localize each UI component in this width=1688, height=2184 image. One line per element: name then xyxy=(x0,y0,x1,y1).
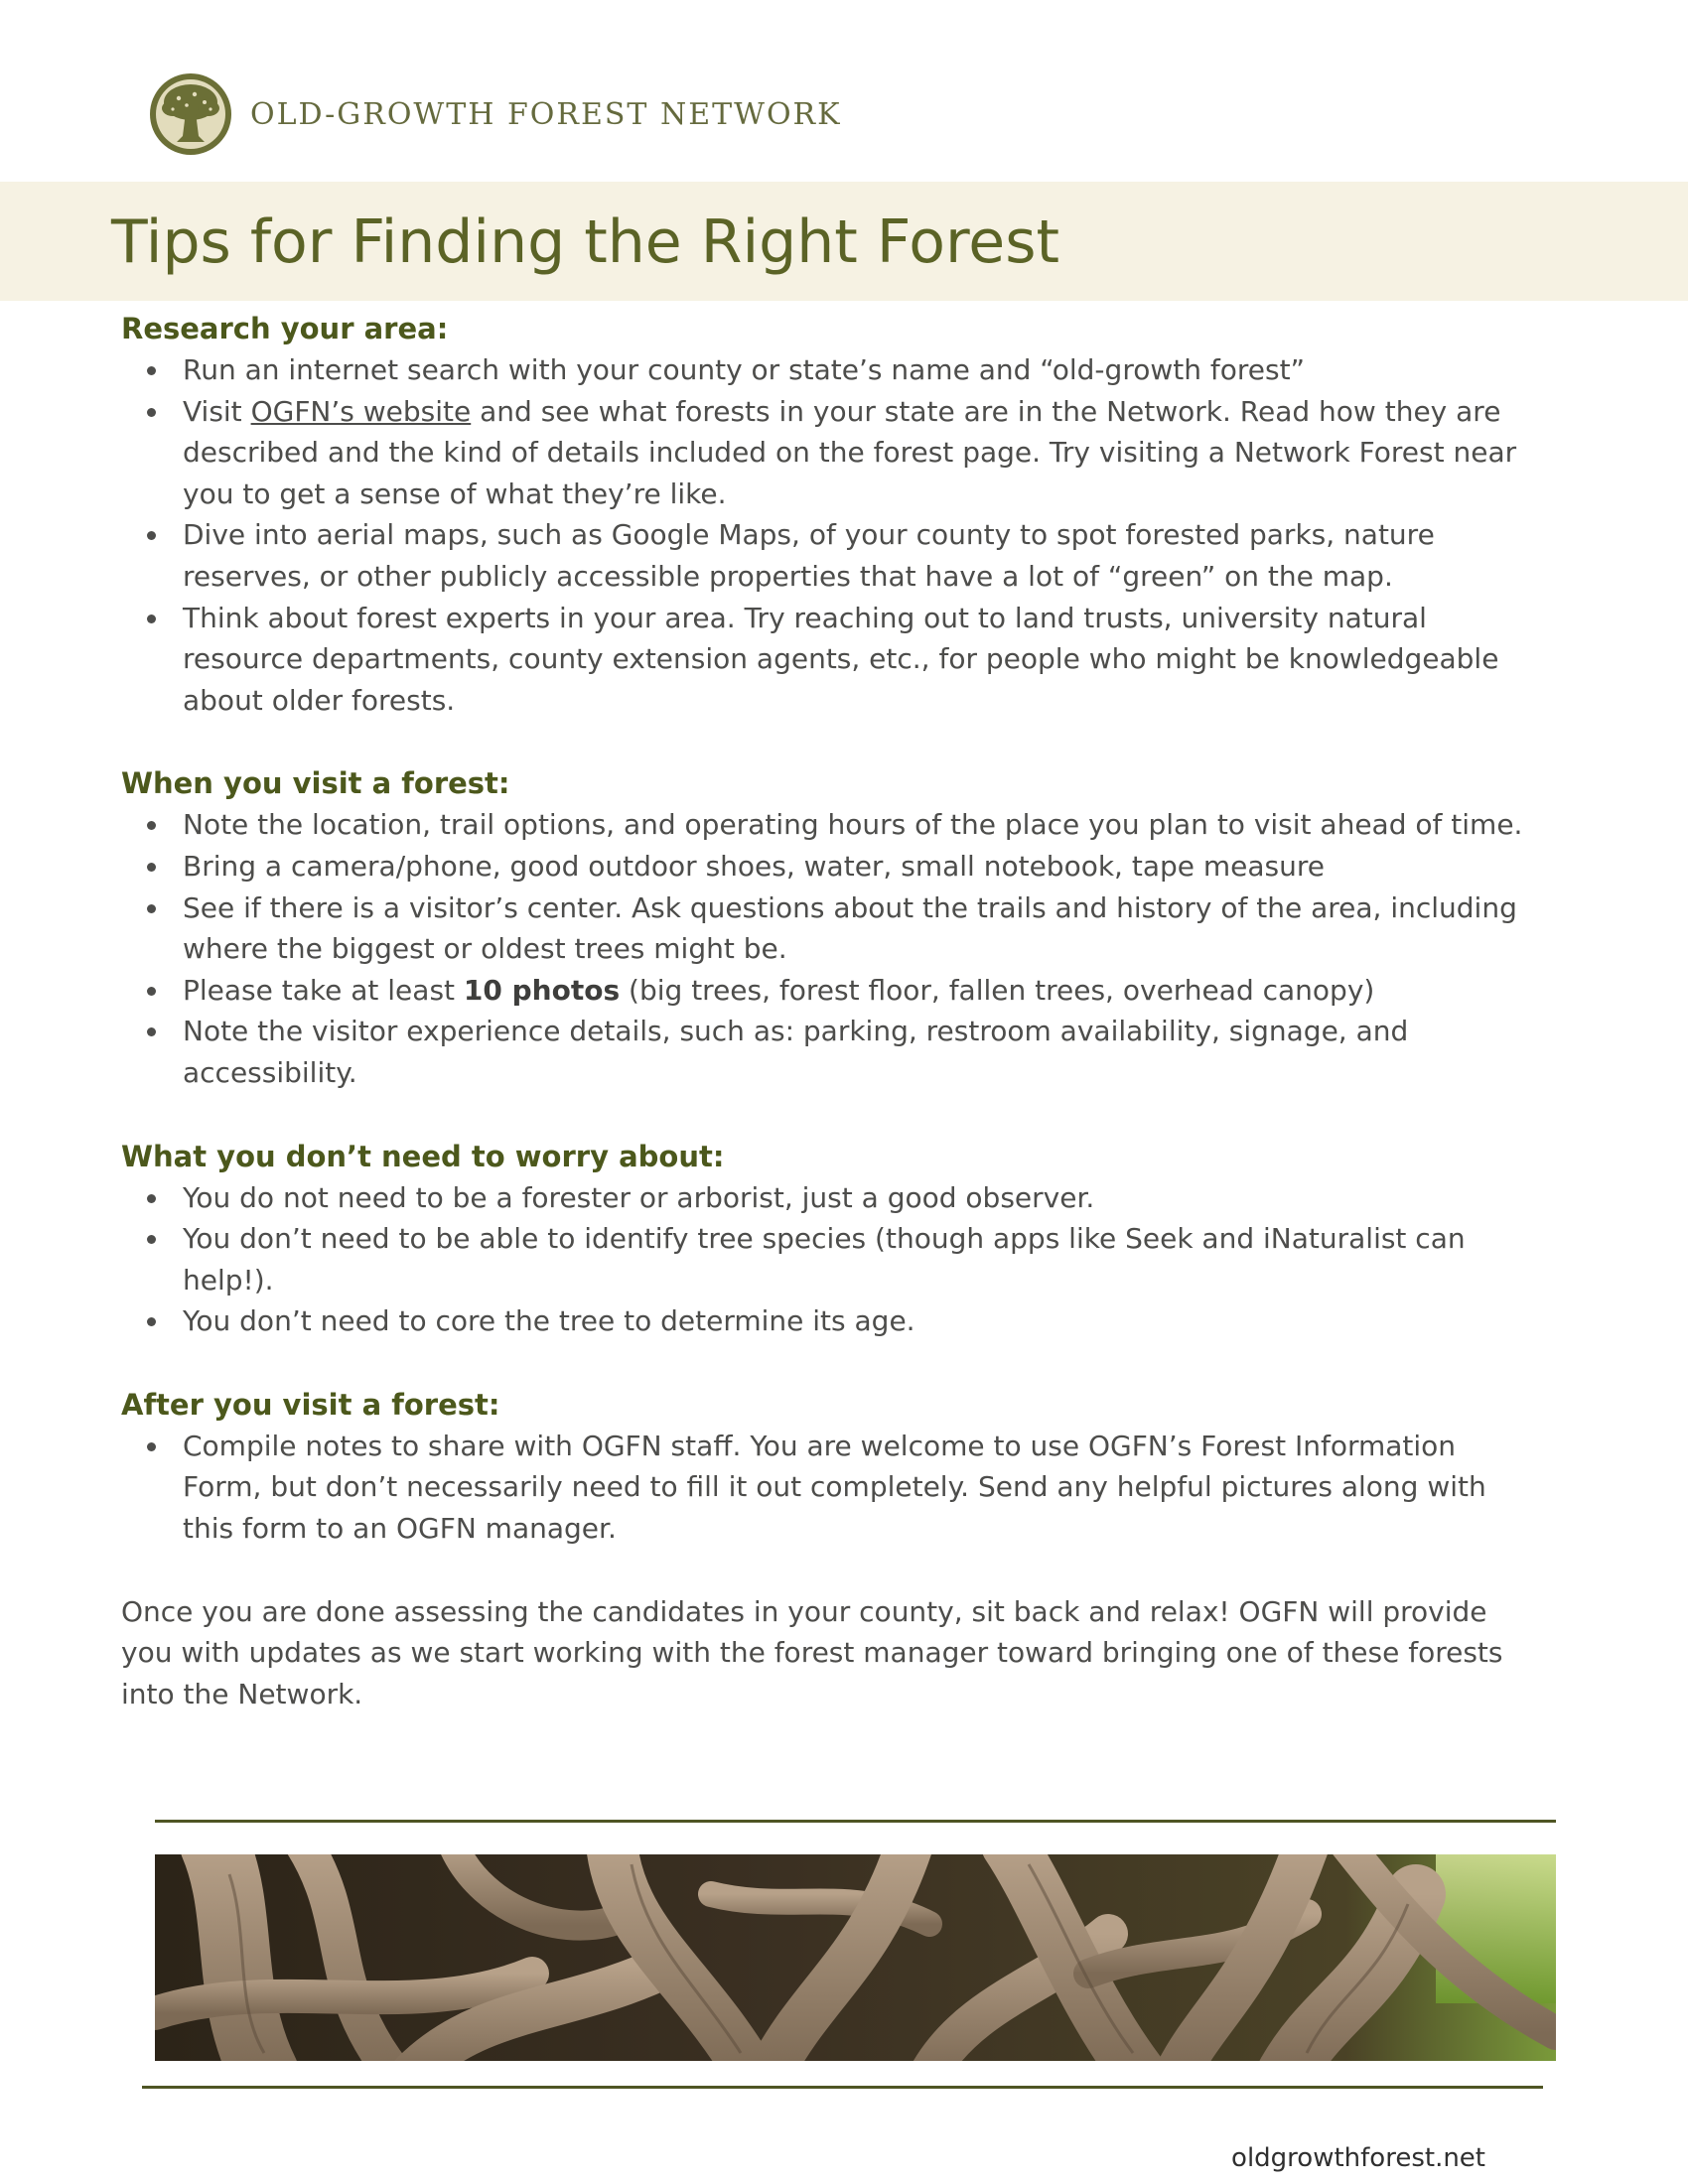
bullet-text: Run an internet search with your county or state’s name and “old-growth forest” xyxy=(183,353,1306,386)
section-heading: When you visit a forest: xyxy=(121,766,510,801)
section-heading: What you don’t need to worry about: xyxy=(121,1139,725,1173)
bullet-text: Compile notes to share with OGFN staff. You are welcome to use OGFN’s Forest Information Form, but don’t necessarily need to fill it out completely. Send any helpful pictures along with this form to an OGFN manager. xyxy=(183,1429,1486,1546)
bullet-item xyxy=(121,846,1531,887)
bullet-text: Bring a camera/phone, good outdoor shoes, water, small notebook, tape measure xyxy=(183,849,1325,883)
content xyxy=(121,308,1531,1714)
bullet-text: See if there is a visitor’s center. Ask questions about the trails and history of the area, including where the biggest or oldest trees might be. xyxy=(183,890,1517,966)
bullet-list xyxy=(121,804,1531,1093)
ogfn-website-link[interactable]: OGFN’s website xyxy=(250,394,472,428)
section-spacer xyxy=(121,1550,1531,1591)
bullet-text: (big trees, forest floor, fallen trees, overhead canopy) xyxy=(620,973,1375,1007)
bullet-list xyxy=(121,1177,1531,1342)
closing-paragraph: Once you are done assessing the candidates in your county, sit back and relax! OGFN will provide you with updates as we start working with the forest manager toward bringing one of these forests into the Network. xyxy=(121,1594,1503,1710)
bullet-text: Note the visitor experience details, such as: parking, restroom availability, signage, and accessibility. xyxy=(183,1015,1409,1089)
bullet-text: Please take at least xyxy=(183,973,464,1007)
bullet-text: You do not need to be a forester or arborist, just a good observer. xyxy=(183,1180,1095,1214)
bullet-item xyxy=(121,1011,1531,1093)
tree-roots-photo xyxy=(155,1854,1556,2061)
section-spacer xyxy=(121,1342,1531,1384)
bullet-item xyxy=(121,391,1531,515)
page-header xyxy=(149,71,842,157)
bullet-text: Dive into aerial maps, such as Google Maps, of your county to spot forested parks, nature reserves, or other publicly accessible properties that have a lot of “green” on the map. xyxy=(183,518,1435,593)
bullet-list xyxy=(121,349,1531,721)
bullet-item xyxy=(121,970,1531,1012)
org-name: OLD-GROWTH FOREST NETWORK xyxy=(250,96,842,132)
bullet-list xyxy=(121,1426,1531,1550)
bullet-text: You don’t need to be able to identify tree species (though apps like Seek and iNaturalist can help!). xyxy=(183,1222,1466,1297)
bullet-item xyxy=(121,349,1531,391)
bullet-text: Think about forest experts in your area. Try reaching out to land trusts, university natural resource departments, county extension agents, etc., for people who might be knowledgeable about older forests. xyxy=(183,601,1499,717)
divider-bottom xyxy=(142,2086,1543,2089)
bullet-item xyxy=(121,1426,1531,1550)
page-title: Tips for Finding the Right Forest xyxy=(111,207,1059,277)
oak-tree-seal-icon xyxy=(149,72,232,156)
bullet-item xyxy=(121,514,1531,597)
section-heading: Research your area: xyxy=(121,312,449,345)
bullet-text: Note the location, trail options, and operating hours of the place you plan to visit ahead of time. xyxy=(183,808,1523,842)
bullet-item xyxy=(121,804,1531,846)
bullet-emphasis: 10 photos xyxy=(463,973,621,1007)
section-spacer xyxy=(121,721,1531,762)
bullet-item xyxy=(121,887,1531,970)
bullet-item xyxy=(121,598,1531,722)
section-spacer xyxy=(121,1094,1531,1136)
bullet-item xyxy=(121,1177,1531,1219)
section-heading: After you visit a forest: xyxy=(121,1387,500,1422)
bullet-text: Visit xyxy=(183,394,251,428)
bullet-text: You don’t need to core the tree to determine its age. xyxy=(183,1304,915,1338)
divider-top xyxy=(155,1820,1556,1823)
bullet-item xyxy=(121,1218,1531,1300)
footer-url: oldgrowthforest.net xyxy=(1231,2143,1485,2173)
bullet-text: and see what forests in your state are in the Network. Read how they are described and the kind of details included on the forest page. Try visiting a Network Forest near you to get a sense of what they’re like. xyxy=(183,394,1517,510)
bullet-item xyxy=(121,1300,1531,1342)
